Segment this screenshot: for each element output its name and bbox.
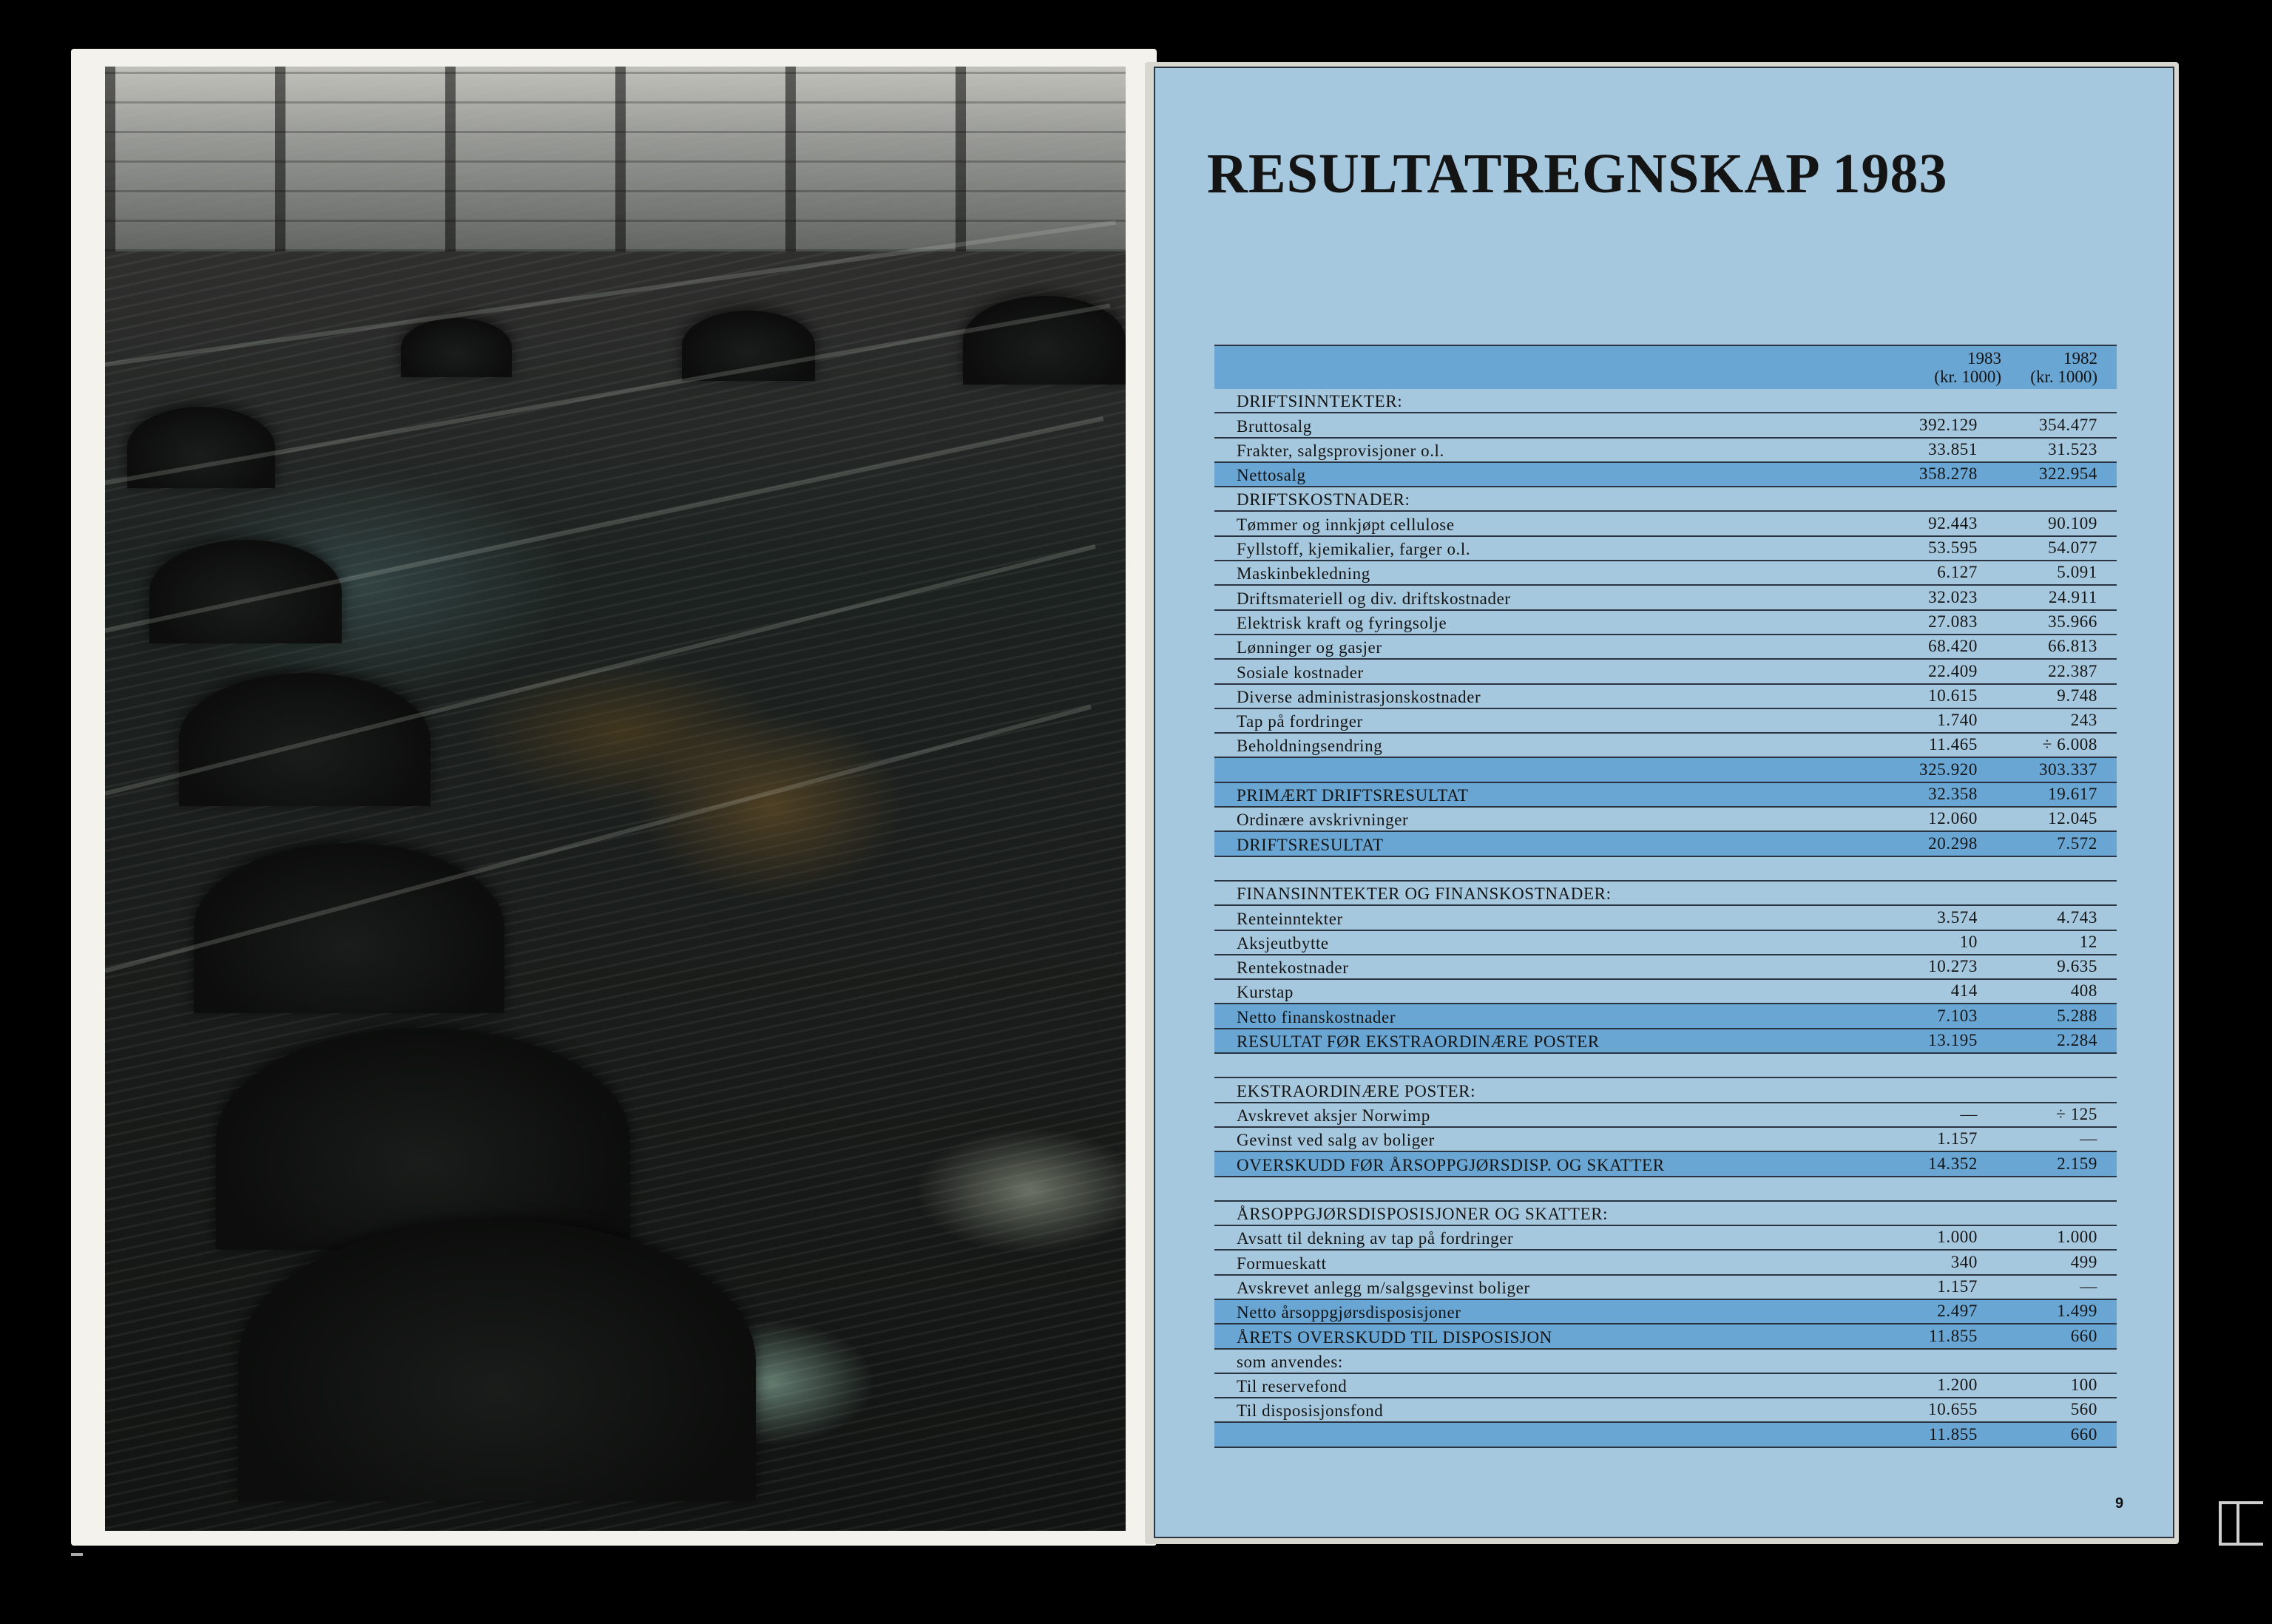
- value-1983: 11.465: [1929, 735, 1978, 754]
- value-1982: 22.387: [2048, 661, 2097, 680]
- row-label: DRIFTSINNTEKTER:: [1237, 392, 1403, 411]
- roller: [149, 540, 342, 643]
- value-1983: 32.358: [1928, 785, 1978, 804]
- table-row-spacer: [1214, 857, 2117, 882]
- row-label: Avskrevet aksjer Norwimp: [1237, 1106, 1430, 1125]
- row-label: RESULTAT FØR EKSTRAORDINÆRE POSTER: [1237, 1032, 1600, 1052]
- value-1983: 32.023: [1928, 587, 1978, 606]
- value-1983: 20.298: [1928, 833, 1978, 853]
- income-statement-table: [1214, 345, 2117, 1448]
- value-1983: 3.574: [1937, 907, 1978, 927]
- value-1982: 2.284: [2057, 1031, 2097, 1050]
- value-1982: ÷ 125: [2056, 1104, 2097, 1123]
- roller: [401, 318, 512, 377]
- edge-registration-mark: [2236, 1501, 2239, 1546]
- row-label: Til reservefond: [1237, 1377, 1348, 1396]
- row-label: ÅRSOPPGJØRSDISPOSISJONER OG SKATTER:: [1237, 1205, 1609, 1224]
- table-row: [1214, 955, 2117, 980]
- table-row: [1214, 1398, 2117, 1423]
- table-row: [1214, 1251, 2117, 1275]
- table-row: [1214, 709, 2117, 734]
- table-row-total: [1214, 1004, 2117, 1029]
- table-row-section: [1214, 1350, 2117, 1374]
- value-1982: 2.159: [2057, 1154, 2097, 1173]
- table-row: [1214, 685, 2117, 709]
- table-row: [1214, 512, 2117, 536]
- row-label: Avsatt til dekning av tap på fordringer: [1237, 1229, 1514, 1248]
- value-1982: 499: [2070, 1252, 2097, 1271]
- row-label: Lønninger og gasjer: [1237, 638, 1382, 657]
- value-1983: 10.615: [1928, 686, 1978, 705]
- table-row-total: [1214, 1423, 2117, 1447]
- table-row: [1214, 1226, 2117, 1251]
- page-title: RESULTATREGNSKAP 1983: [1207, 143, 1948, 205]
- value-1983: 22.409: [1928, 661, 1978, 680]
- row-label: Aksjeutbytte: [1237, 933, 1329, 953]
- row-label: PRIMÆRT DRIFTSRESULTAT: [1237, 786, 1469, 805]
- value-1983: 10.655: [1928, 1400, 1978, 1419]
- page-edge-mark: [71, 1553, 83, 1556]
- value-1983: 10.273: [1928, 957, 1978, 976]
- roller: [216, 1028, 630, 1250]
- value-1983: 1.157: [1937, 1276, 1978, 1296]
- table-row-total: [1214, 1324, 2117, 1349]
- value-1983: 11.855: [1929, 1424, 1978, 1444]
- value-1982: 100: [2070, 1376, 2097, 1395]
- row-label: Kurstap: [1237, 983, 1294, 1002]
- value-1982: 12: [2079, 932, 2097, 951]
- value-1983: 7.103: [1937, 1006, 1978, 1025]
- value-1983: 1.000: [1937, 1228, 1978, 1247]
- table-row: [1214, 413, 2117, 438]
- row-label: Elektrisk kraft og fyringsolje: [1237, 613, 1447, 632]
- value-1983: 2.497: [1937, 1302, 1978, 1321]
- value-1982: 90.109: [2048, 513, 2097, 532]
- roller: [194, 843, 504, 1013]
- table-row: [1214, 734, 2117, 758]
- row-label: EKSTRAORDINÆRE POSTER:: [1237, 1081, 1476, 1100]
- table-row: [1214, 635, 2117, 660]
- value-1983: 68.420: [1928, 637, 1978, 656]
- table-row: [1214, 1276, 2117, 1300]
- table-row-spacer: [1214, 1177, 2117, 1202]
- table-header: [1214, 345, 2117, 389]
- value-1982: 12.045: [2048, 809, 2097, 828]
- value-1983: —: [1960, 1104, 1978, 1123]
- table-row-total: [1214, 463, 2117, 487]
- value-1983: 340: [1950, 1252, 1978, 1271]
- table-row: [1214, 537, 2117, 561]
- value-1982: 9.748: [2057, 686, 2097, 705]
- value-1982: 35.966: [2048, 612, 2097, 631]
- factory-windows: [105, 67, 1126, 251]
- row-label: DRIFTSKOSTNADER:: [1237, 490, 1410, 510]
- value-1982: 660: [2070, 1424, 2097, 1444]
- value-1982: 19.617: [2048, 785, 2097, 804]
- table-row-spacer: [1214, 1054, 2117, 1078]
- value-1982: 4.743: [2057, 907, 2097, 927]
- row-label: Bruttosalg: [1237, 416, 1312, 436]
- row-label: Ordinære avskrivninger: [1237, 811, 1409, 830]
- value-1983: 11.855: [1929, 1326, 1978, 1345]
- table-row: [1214, 808, 2117, 832]
- value-1982: 322.954: [2039, 464, 2097, 484]
- value-1982: 66.813: [2048, 637, 2097, 656]
- row-label: Tømmer og innkjøpt cellulose: [1237, 515, 1455, 534]
- table-row: [1214, 980, 2117, 1004]
- value-1983: 10: [1959, 932, 1978, 951]
- value-1982: 660: [2070, 1326, 2097, 1345]
- page-number: 9: [2115, 1495, 2124, 1512]
- table-row: [1214, 586, 2117, 610]
- value-1982: 243: [2070, 711, 2097, 730]
- table-body: [1214, 389, 2117, 1448]
- table-row-section: [1214, 487, 2117, 512]
- value-1982: 303.337: [2039, 759, 2097, 779]
- row-label: OVERSKUDD FØR ÅRSOPPGJØRSDISP. OG SKATTER: [1237, 1155, 1665, 1174]
- value-1982: 7.572: [2057, 833, 2097, 853]
- value-1983: 92.443: [1928, 513, 1978, 532]
- roller: [179, 673, 430, 806]
- row-label: FINANSINNTEKTER OG FINANSKOSTNADER:: [1237, 884, 1612, 904]
- table-row-section: [1214, 1078, 2117, 1103]
- value-1983: 1.157: [1937, 1129, 1978, 1148]
- row-label: Tap på fordringer: [1237, 712, 1363, 731]
- table-row: [1214, 906, 2117, 930]
- value-1982: 5.091: [2057, 563, 2097, 582]
- table-row-section: [1214, 1202, 2117, 1226]
- row-label: ÅRETS OVERSKUDD TIL DISPOSISJON: [1237, 1327, 1552, 1347]
- row-label: Driftsmateriell og div. driftskostnader: [1237, 589, 1511, 608]
- value-1983: 358.278: [1919, 464, 1978, 484]
- row-label: Maskinbekledning: [1237, 564, 1370, 583]
- paper-sheet-streak: [105, 303, 1111, 485]
- value-1982: 354.477: [2039, 415, 2097, 434]
- roller: [238, 1220, 756, 1501]
- value-1982: 5.288: [2057, 1006, 2097, 1025]
- row-label: Til disposisjonsfond: [1237, 1401, 1384, 1421]
- table-row: [1214, 439, 2117, 463]
- value-1982: 9.635: [2057, 957, 2097, 976]
- row-label: Gevinst ved salg av boliger: [1237, 1131, 1435, 1150]
- row-label: Netto årsoppgjørsdisposisjoner: [1237, 1303, 1461, 1322]
- value-1982: 1.499: [2057, 1302, 2097, 1321]
- row-label: Renteinntekter: [1237, 909, 1343, 928]
- value-1983: 14.352: [1928, 1154, 1978, 1173]
- table-row-total: [1214, 758, 2117, 782]
- table-row: [1214, 1103, 2117, 1128]
- row-label: Fyllstoff, kjemikalier, farger o.l.: [1237, 540, 1471, 559]
- column-header-1983: 1983 (kr. 1000): [1934, 349, 2001, 386]
- value-1983: 392.129: [1919, 415, 1978, 434]
- value-1982: ÷ 6.008: [2042, 735, 2097, 754]
- row-label: Formueskatt: [1237, 1253, 1327, 1273]
- table-row-total: [1214, 783, 2117, 808]
- value-1982: —: [2080, 1129, 2097, 1148]
- row-label: Avskrevet anlegg m/salgsgevinst boliger: [1237, 1278, 1530, 1297]
- value-1982: 560: [2070, 1400, 2097, 1419]
- value-1983: 12.060: [1928, 809, 1978, 828]
- value-1982: —: [2080, 1276, 2097, 1296]
- table-row-total: [1214, 1152, 2117, 1177]
- table-row-section: [1214, 882, 2117, 906]
- value-1983: 1.740: [1937, 711, 1978, 730]
- table-row-total: [1214, 1029, 2117, 1054]
- value-1983: 33.851: [1928, 439, 1978, 459]
- table-row: [1214, 931, 2117, 955]
- value-1982: 31.523: [2048, 439, 2097, 459]
- row-label: Nettosalg: [1237, 466, 1306, 485]
- value-1983: 13.195: [1928, 1031, 1978, 1050]
- table-row: [1214, 1128, 2117, 1152]
- table-row-section: [1214, 389, 2117, 413]
- row-label: Frakter, salgsprovisjoner o.l.: [1237, 441, 1444, 460]
- table-row: [1214, 611, 2117, 635]
- table-row: [1214, 660, 2117, 684]
- value-1982: 408: [2070, 981, 2097, 1001]
- table-row-total: [1214, 832, 2117, 856]
- row-label: Netto finanskostnader: [1237, 1007, 1396, 1026]
- value-1982: 1.000: [2057, 1228, 2097, 1247]
- row-label: Beholdningsendring: [1237, 737, 1383, 756]
- value-1983: 325.920: [1919, 759, 1978, 779]
- table-row: [1214, 1374, 2117, 1398]
- value-1983: 1.200: [1937, 1376, 1978, 1395]
- paper-mill-photo: [105, 67, 1126, 1531]
- value-1983: 53.595: [1928, 538, 1978, 558]
- value-1983: 27.083: [1928, 612, 1978, 631]
- row-label: Sosiale kostnader: [1237, 663, 1364, 682]
- column-header-1982: 1982 (kr. 1000): [2030, 349, 2097, 386]
- row-label: DRIFTSRESULTAT: [1237, 835, 1384, 854]
- row-label: som anvendes:: [1237, 1352, 1343, 1371]
- value-1983: 6.127: [1937, 563, 1978, 582]
- value-1982: 24.911: [2049, 587, 2097, 606]
- table-row-total: [1214, 1300, 2117, 1324]
- value-1982: 54.077: [2048, 538, 2097, 558]
- row-label: Rentekostnader: [1237, 958, 1349, 978]
- table-row: [1214, 561, 2117, 586]
- row-label: Diverse administrasjonskostnader: [1237, 687, 1481, 706]
- edge-registration-mark: [2219, 1501, 2263, 1546]
- value-1983: 414: [1950, 981, 1978, 1001]
